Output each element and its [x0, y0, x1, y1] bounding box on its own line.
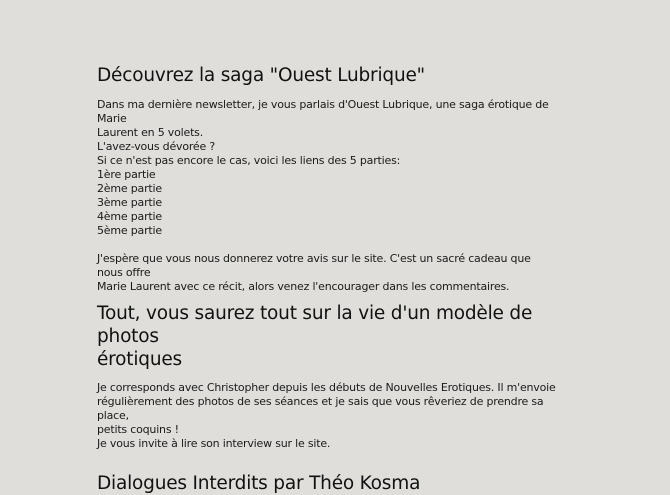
part-2-link[interactable]: 2ème partie: [97, 182, 162, 195]
section-body-interview: [97, 381, 557, 451]
closing-line: Marie Laurent avec ce récit, alors venez l'encourager dans les commentaires.: [97, 280, 510, 293]
intro-line: Dans ma dernière newsletter, je vous parlais d'Ouest Lubrique, une saga érotique de Marie: [97, 98, 549, 125]
body-line: Je vous invite à lire son interview sur le site.: [97, 437, 331, 450]
intro-line: L'avez-vous dévorée ?: [97, 140, 215, 153]
part-3-link[interactable]: 3ème partie: [97, 196, 162, 209]
title-line: érotiques: [97, 349, 182, 370]
body-line: régulièrement des photos de ses séances et je sais que vous rêveriez de prendre sa place,: [97, 395, 544, 422]
intro-line: Laurent en 5 volets.: [97, 126, 204, 139]
section-title-dialogues: Dialogues Interdits par Théo Kosma: [97, 473, 421, 494]
body-line: petits coquins !: [97, 423, 179, 436]
intro-line: Si ce n'est pas encore le cas, voici les liens des 5 parties:: [97, 154, 401, 167]
newsletter-content: [97, 64, 557, 495]
part-4-link[interactable]: 4ème partie: [97, 210, 162, 223]
part-5-link[interactable]: 5ème partie: [97, 224, 162, 237]
section-title-ouest-lubrique: Découvrez la saga "Ouest Lubrique": [97, 65, 425, 86]
section-body-ouest-lubrique: [97, 98, 557, 238]
section-title-interview: [97, 302, 557, 371]
closing-line: J'espère que vous nous donnerez votre avis sur le site. C'est un sacré cadeau que nous offre: [97, 252, 531, 279]
section-closing-ouest-lubrique: [97, 252, 557, 294]
part-1-link[interactable]: 1ère partie: [97, 168, 156, 181]
body-line: Je corresponds avec Christopher depuis les débuts de Nouvelles Erotiques. Il m'envoie: [97, 381, 556, 394]
title-line: Tout, vous saurez tout sur la vie d'un modèle de photos: [97, 303, 533, 347]
